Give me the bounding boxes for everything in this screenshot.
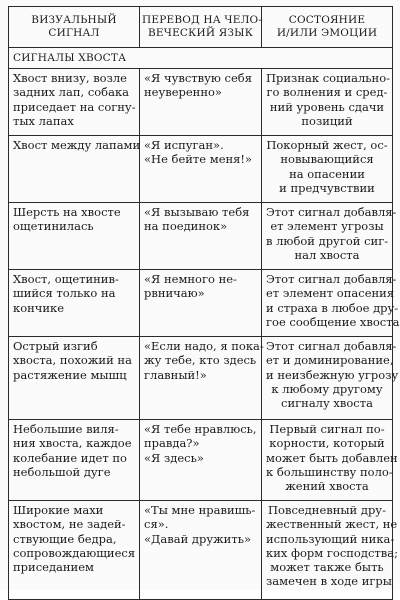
cell-line: неуверенно» <box>144 85 222 100</box>
table-row <box>9 136 393 203</box>
header-state-emotion <box>262 7 393 48</box>
cell-line: Повседневный дру- <box>268 503 386 518</box>
cell-line: го волнения и сред- <box>266 85 388 100</box>
cell-line: сигналу хвоста <box>281 396 373 411</box>
header-text: И/ИЛИ ЭМОЦИИ <box>276 27 378 39</box>
cell-line: позиций <box>301 113 353 128</box>
cell-line: задних лап, собака <box>13 85 130 100</box>
cell-line: и неизбежную угрозу <box>266 367 399 382</box>
section-title: СИГНАЛЫ ХВОСТА <box>9 48 393 69</box>
header-text: ВЕЧЕСКИЙ ЯЗЫК <box>147 27 254 39</box>
cell-line: сопровождающиеся <box>13 545 136 560</box>
cell-line: «Я немного не- <box>144 272 237 287</box>
signal-cell <box>9 69 140 136</box>
cell-line: жу тебе, кто здесь <box>144 353 257 368</box>
cell-line: Этот сигнал добавля- <box>266 205 397 220</box>
table-row <box>9 501 393 600</box>
translation-cell <box>140 69 262 136</box>
signal-cell <box>9 270 140 337</box>
cell-line: новывающийся <box>280 152 374 167</box>
cell-line: шийся только на <box>13 286 116 301</box>
translation-cell <box>140 501 262 600</box>
cell-line: «Я тебе нравлюсь, <box>144 422 257 437</box>
table-header-row <box>9 7 393 48</box>
signal-cell <box>9 203 140 270</box>
cell-line: «Я вызываю тебя <box>144 205 250 220</box>
cell-line: кончике <box>13 300 65 315</box>
cell-line: может быть добавлен <box>266 450 398 465</box>
emotion-cell <box>262 501 398 600</box>
cell-line: Первый сигнал по- <box>269 422 385 437</box>
cell-line: нал хвоста <box>294 247 360 262</box>
cell-line: в любой другой сиг- <box>266 233 389 248</box>
cell-line: Этот сигнал добавля- <box>266 339 397 354</box>
cell-line: «Давай дружить» <box>144 531 252 546</box>
cell-line: Шерсть на хвосте <box>13 205 121 220</box>
table-row <box>9 203 393 270</box>
cell-line: ния хвоста, каждое <box>13 436 132 451</box>
cell-line: ких форм господства; <box>266 545 398 560</box>
cell-line: Признак социально- <box>266 71 391 86</box>
cell-line: Покорный жест, ос- <box>266 138 388 153</box>
cell-line: использующий ника- <box>266 531 395 546</box>
cell-line: Хвост между лапами <box>13 138 141 153</box>
emotion-cell <box>262 270 400 337</box>
translation-cell <box>140 270 262 337</box>
emotion-cell <box>262 203 397 270</box>
emotion-cell <box>262 136 393 203</box>
cell-line: на поединок» <box>144 219 228 234</box>
cell-line: «Я чувствую себя <box>144 71 252 86</box>
table-row <box>9 337 393 420</box>
cell-line: к большинству поло- <box>266 464 393 479</box>
cell-line: Этот сигнал добавля- <box>266 272 397 287</box>
cell-line: на опасении <box>289 166 365 181</box>
cell-line: замечен в ходе игры <box>266 574 392 589</box>
cell-line: Хвост, ощетинив- <box>13 272 119 287</box>
cell-line: ствующие бедра, <box>13 531 117 546</box>
cell-line: к любому другому <box>271 381 383 396</box>
signal-cell <box>9 136 140 203</box>
cell-line: хвостом, не задей- <box>13 517 126 532</box>
emotion-cell <box>262 69 393 136</box>
cell-line: рвничаю» <box>144 286 205 301</box>
cell-line: «Если надо, я пока- <box>144 339 264 354</box>
cell-line: тых лапах <box>13 113 74 128</box>
cell-line: «Ты мне нравишь- <box>144 503 256 518</box>
tail-signals-table <box>8 6 400 600</box>
cell-line: «Я испуган». <box>144 138 224 153</box>
cell-line: ощетинилась <box>13 219 94 234</box>
cell-line: жественный жест, не <box>266 517 398 532</box>
translation-cell <box>140 136 262 203</box>
cell-line: ет элемент угрозы <box>270 219 384 234</box>
cell-line: «Не бейте меня!» <box>144 152 253 167</box>
translation-cell <box>140 337 262 420</box>
cell-line: Небольшие виля- <box>13 422 119 437</box>
cell-line: и предчувствии <box>279 180 375 195</box>
cell-line: ся». <box>144 517 169 532</box>
cell-line: растяжение мышц <box>13 367 127 382</box>
table-row <box>9 69 393 136</box>
cell-line: колебание идет по <box>13 450 127 465</box>
translation-cell <box>140 420 262 501</box>
cell-line: ет и доминирование, <box>266 353 394 368</box>
translation-cell <box>140 203 262 270</box>
cell-line: «Я здесь» <box>144 450 204 465</box>
section-row <box>9 48 393 69</box>
cell-line: корности, который <box>269 436 385 451</box>
header-text: ВИЗУАЛЬНЫЙ <box>31 14 117 26</box>
cell-line: жений хвоста <box>285 479 369 494</box>
header-translation <box>140 7 262 48</box>
cell-line: ет элемент опасения <box>266 286 395 301</box>
cell-line: приседает на согну- <box>13 99 136 114</box>
cell-line: небольшой дуге <box>13 464 111 479</box>
cell-line: правда?» <box>144 436 200 451</box>
table-row <box>9 420 393 501</box>
cell-line: Широкие махи <box>13 503 104 518</box>
cell-line: приседанием <box>13 560 94 575</box>
cell-line: ний уровень сдачи <box>269 99 385 114</box>
header-text: СИГНАЛ <box>48 27 100 39</box>
signal-cell <box>9 420 140 501</box>
emotion-cell <box>262 337 399 420</box>
cell-line: гое сообщение хвоста <box>266 314 400 329</box>
cell-line: главный!» <box>144 367 207 382</box>
cell-line: может также быть <box>270 560 384 575</box>
cell-line: хвоста, похожий на <box>13 353 132 368</box>
signal-cell <box>9 337 140 420</box>
cell-line: Хвост внизу, возле <box>13 71 127 86</box>
emotion-cell <box>262 420 398 501</box>
signal-cell <box>9 501 140 600</box>
table-row <box>9 270 393 337</box>
cell-line: и страха в любое дру- <box>266 300 399 315</box>
header-text: ПЕРЕВОД НА ЧЕЛО- <box>142 14 263 26</box>
header-text: СОСТОЯНИЕ <box>288 14 366 26</box>
cell-line: Острый изгиб <box>13 339 98 354</box>
header-visual-signal <box>9 7 140 48</box>
